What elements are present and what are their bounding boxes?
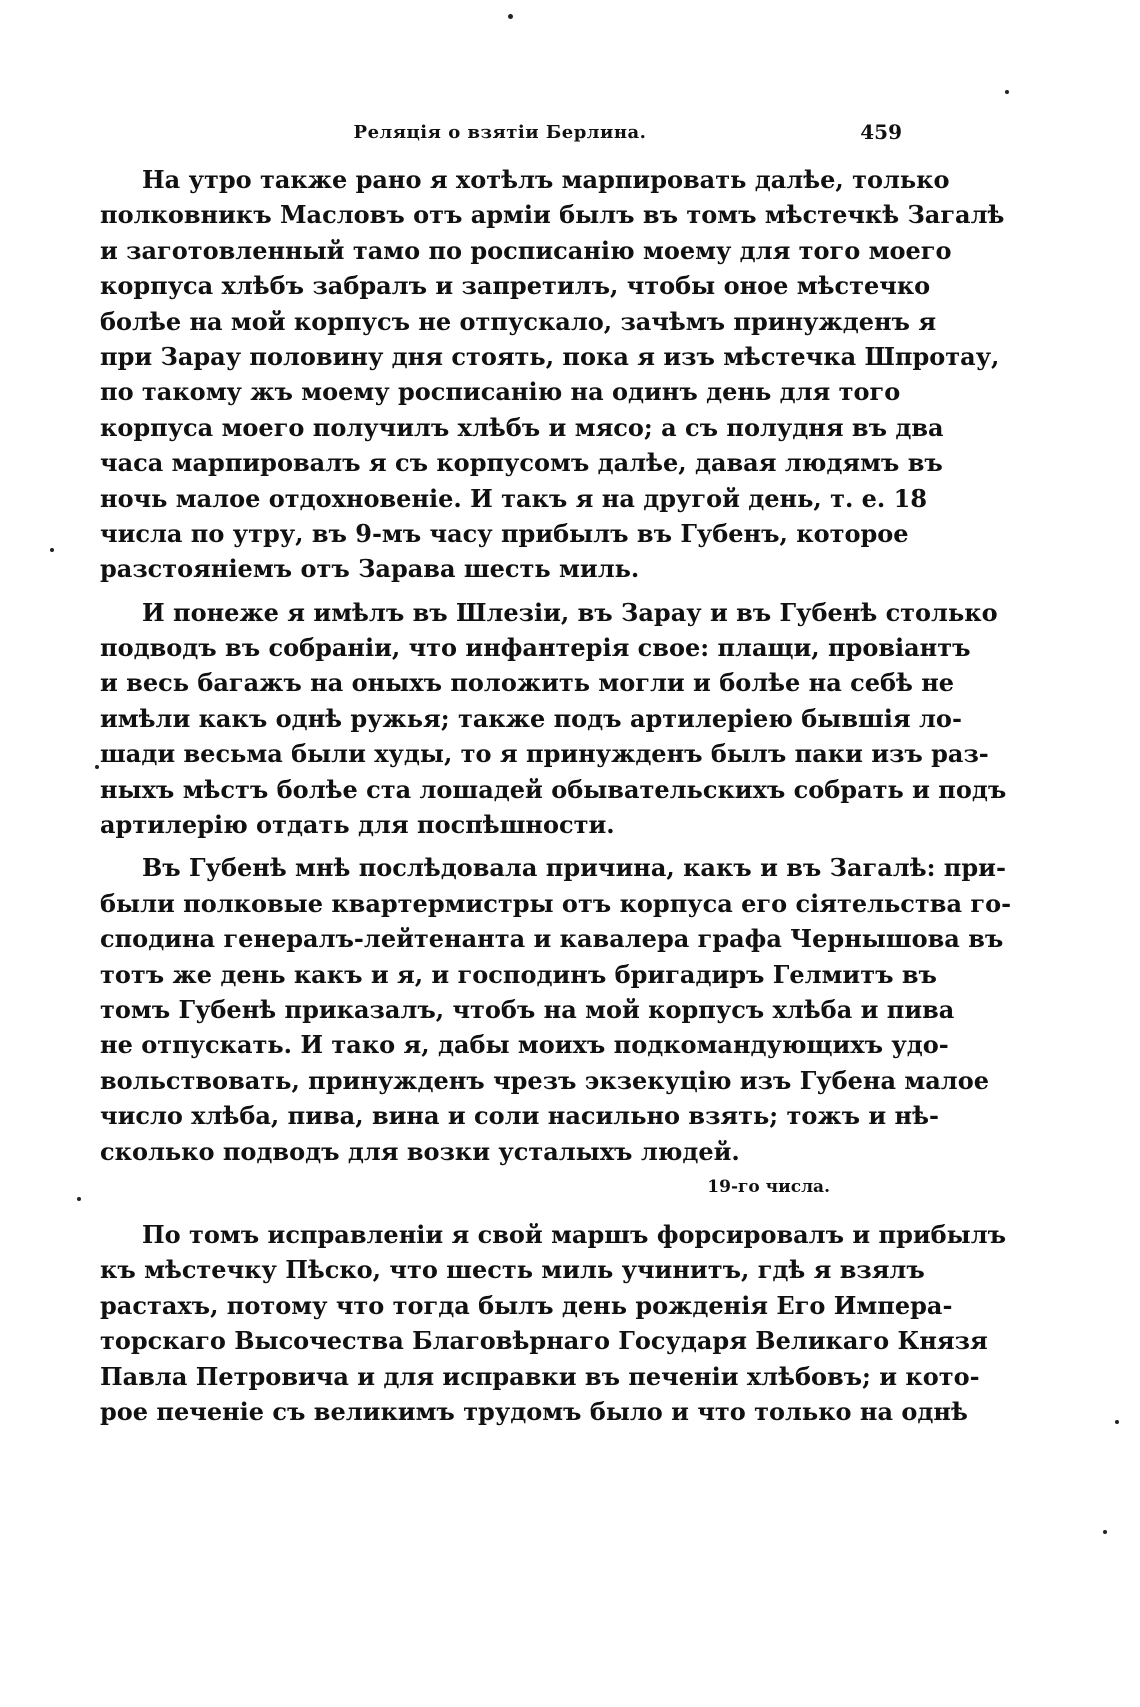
text-line: Павла Петровича и для исправки въ печеніи хлѣбовъ; и кото-: [100, 1361, 980, 1391]
scan-speck: [77, 1197, 81, 1201]
text-line: число хлѣба, пива, вина и соли насильно взять; тожъ и нѣ-: [100, 1101, 939, 1131]
text-line: по такому жъ моему росписанію на одинъ день для того: [100, 377, 901, 407]
running-head: [100, 122, 900, 156]
paragraph-4: [100, 1217, 1007, 1429]
text-line: имѣли какъ однѣ ружья; также подъ артилеріею бывшія ло-: [100, 703, 962, 733]
marginal-date: 19-го числа.: [707, 1176, 830, 1197]
text-line: къ мѣстечку Пѣско, что шесть миль учинитъ, гдѣ я взялъ: [100, 1255, 925, 1285]
text-line: рое печеніе съ великимъ трудомъ было и что только на однѣ: [100, 1396, 968, 1426]
text-line: и заготовленный тамо по росписанію моему для того моего: [100, 235, 952, 265]
text-line: торскаго Высочества Благовѣрнаго Государя Великаго Князя: [100, 1326, 988, 1356]
text-line: болѣе на мой корпусъ не отпускало, зачѣмъ принужденъ я: [100, 306, 937, 336]
scan-speck: [95, 765, 99, 769]
text-line: шади весьма были худы, то я принужденъ былъ паки изъ раз-: [100, 739, 989, 769]
scan-speck: [1005, 90, 1009, 94]
scan-speck: [508, 14, 513, 19]
text-line: корпуса хлѣбъ забралъ и запретилъ, чтобы оное мѣстечко: [100, 271, 931, 301]
paragraph-1: [100, 162, 1005, 587]
body-text: [100, 162, 1012, 1429]
paragraph-2: [100, 595, 1007, 843]
text-line: тотъ же день какъ и я, и господинъ бригадиръ Гелмитъ въ: [100, 959, 937, 989]
text-line: ныхъ мѣстъ болѣе ста лошадей обывательскихъ собрать и подъ: [100, 774, 1007, 804]
text-line: По томъ исправленіи я свой маршъ форсировалъ и прибылъ: [142, 1219, 1007, 1249]
text-line: На утро также рано я хотѣлъ марпировать далѣе, только: [142, 165, 950, 194]
scan-speck: [50, 548, 54, 552]
text-line: артилерію отдать для поспѣшности.: [100, 810, 615, 840]
text-line: числа по утру, въ 9-мъ часу прибылъ въ Губенъ, которое: [100, 518, 909, 548]
text-line: растахъ, потому что тогда былъ день рожденія Его Импера-: [100, 1290, 953, 1320]
text-line: сколько подводъ для возки усталыхъ людей.: [100, 1136, 740, 1166]
text-line: вольствовать, принужденъ чрезъ экзекуцію изъ Губена малое: [100, 1065, 989, 1095]
text-line: ночь малое отдохновеніе. И такъ я на другой день, т. е. 18: [100, 483, 928, 513]
text-line: полковникъ Масловъ отъ арміи былъ въ томъ мѣстечкѣ Загалѣ: [100, 200, 1005, 230]
paragraph-gap: [100, 587, 900, 595]
text-line: часа марпировалъ я съ корпусомъ далѣе, давая людямъ въ: [100, 448, 943, 478]
page-number: 459: [860, 120, 902, 144]
text-line: подводъ въ собраніи, что инфантерія свое: плащи, провіантъ: [100, 633, 971, 663]
text-line: не отпускать. И тако я, дабы моихъ подкомандующихъ удо-: [100, 1030, 949, 1060]
paragraph-3: [100, 850, 1012, 1169]
paragraph-gap: [100, 842, 900, 850]
text-line: томъ Губенѣ приказалъ, чтобъ на мой корпусъ хлѣба и пива: [100, 994, 955, 1024]
scan-speck: [1103, 1530, 1107, 1534]
running-title: Реляція о взятіи Берлина.: [353, 122, 647, 143]
paragraph-gap: [100, 1205, 900, 1217]
text-line: при Зарау половину дня стоять, пока я изъ мѣстечка Шпротау,: [100, 341, 1000, 371]
text-line: И понеже я имѣлъ въ Шлезіи, въ Зарау и въ Губенѣ столько: [142, 597, 998, 627]
scan-speck: [1115, 1420, 1119, 1424]
text-line: сподина генералъ-лейтенанта и кавалера графа Чернышова въ: [100, 924, 1004, 954]
text-line: и весь багажъ на оныхъ положить могли и болѣе на себѣ не: [100, 668, 955, 698]
text-line: были полковые квартермистры отъ корпуса его сіятельства го-: [100, 888, 1012, 918]
text-line: разстояніемъ отъ Зарава шесть миль.: [100, 554, 640, 584]
text-line: корпуса моего получилъ хлѣбъ и мясо; а съ полудня въ два: [100, 412, 944, 442]
text-line: Въ Губенѣ мнѣ послѣдовала причина, какъ и въ Загалѣ: при-: [142, 853, 1006, 883]
